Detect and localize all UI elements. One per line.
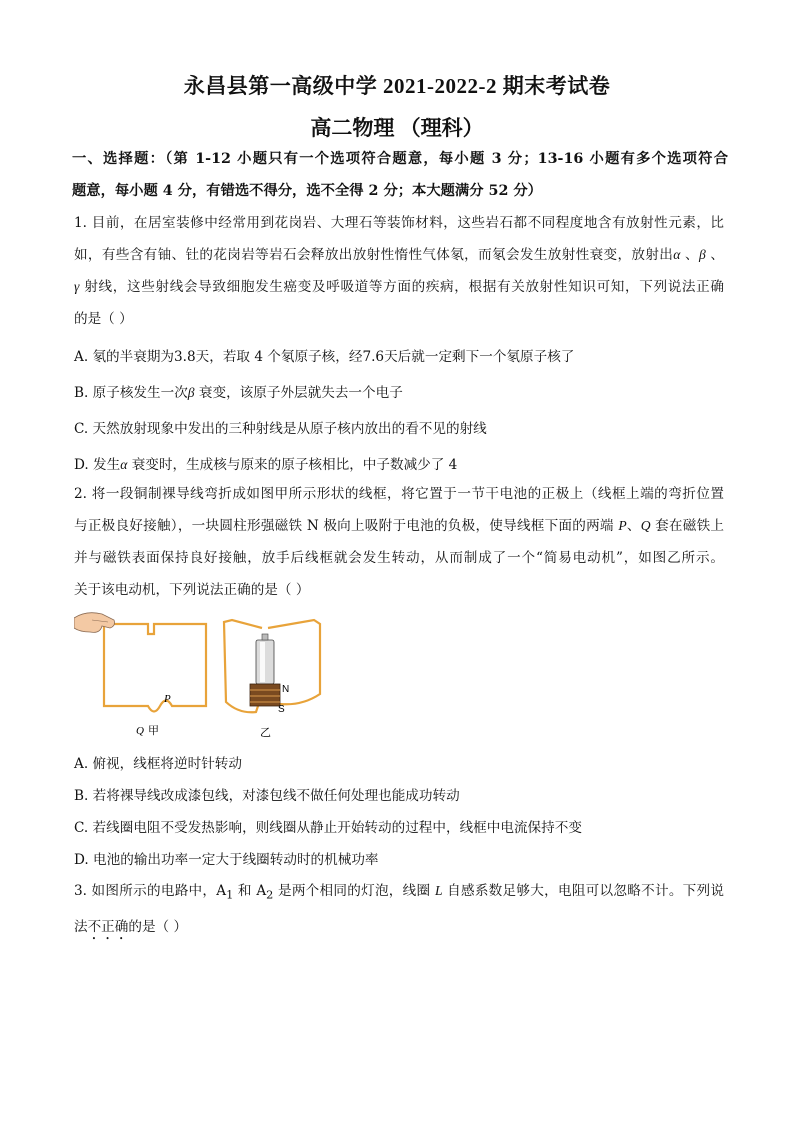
figure-label-n: N	[282, 684, 290, 695]
q1-option-a: A. 氡的半衰期为3.8天，若取 4 个氡原子核，经7.6天后就一定剩下一个氡原子核了	[74, 349, 575, 365]
frame-jia	[104, 624, 206, 712]
q2-line-1: 2. 将一段铜制裸导线弯折成如图甲所示形状的线框，将它置于一节干电池的正极上（线框上端的弯折位置	[74, 486, 724, 502]
q3-line-2	[74, 911, 724, 943]
gamma-symbol: γ	[74, 279, 80, 294]
q2-line-2	[74, 510, 724, 542]
q1-option-b-text: B. 原子核发生一次	[74, 385, 188, 401]
section-line-1: 一、选择题：（第 1-12 小题只有一个选项符合题意，每小题 3 分；13-16 小题有多个选项符合	[72, 151, 728, 167]
q1-option-b	[74, 375, 724, 411]
q2-option-b: B. 若将裸导线改成漆包线，对漆包线不做任何处理也能成功转动	[74, 788, 460, 804]
q2-line-3: 并与磁铁表面保持良好接触，放手后线框就会发生转动，从而制成了一个“简易电动机”，如图乙所示。	[74, 550, 724, 566]
q2-option-a: A. 俯视，线框将逆时针转动	[74, 756, 242, 772]
beta-symbol: β	[698, 247, 706, 262]
emphasis-not-correct: 不正确	[87, 918, 129, 935]
q2-sep: 、	[626, 518, 641, 534]
battery-icon	[256, 634, 274, 684]
q1-option-b-rest: 衰变，该原子外层就失去一个电子	[194, 385, 403, 401]
beta-symbol: β	[187, 385, 195, 400]
question-1	[74, 207, 724, 335]
alpha-symbol: α	[120, 457, 128, 472]
q3-line-2-text: 法	[74, 918, 88, 935]
q1-line-3-text: 射线，这些射线会导致细胞发生癌变及呼吸道等方面的疾病，根据有关放射性知识可知，下列说法正确	[79, 279, 724, 295]
figure-label-s: S	[278, 704, 285, 715]
q3-line-2-rest: 的是（ ）	[128, 918, 188, 935]
question-1-options	[74, 339, 724, 483]
q3-line-1-mid: 和 A	[233, 883, 267, 899]
figure-label-jia: 甲	[148, 724, 159, 737]
figure-label-yi: 乙	[260, 726, 271, 739]
q2-line-4: 关于该电动机，下列说法正确的是（ ）	[74, 582, 310, 598]
q2-option-c: C. 若线圈电阻不受发热影响，则线圈从静止开始转动的过程中，线框中电流保持不变	[74, 820, 582, 836]
label-p: P	[618, 518, 627, 533]
question-2-options	[74, 748, 724, 876]
q3-line-1	[74, 875, 724, 911]
section-line-2: 题意，每小题 4 分，有错选不得分，选不全得 2 分；本大题满分 52 分）	[72, 183, 542, 199]
q1-option-c: C. 天然放射现象中发出的三种射线是从原子核内放出的看不见的射线	[74, 421, 487, 437]
a1-subscript: 1	[226, 887, 234, 902]
label-q: Q	[640, 518, 651, 533]
a2-subscript: 2	[266, 887, 274, 902]
figure-label-q: Q	[136, 725, 144, 737]
q1-sep-1: 、	[680, 247, 699, 263]
q2-line-2-text: 与正极良好接触），一块圆柱形强磁铁 N 极向上吸附于电池的负极，使导线框下面的两端	[74, 518, 619, 534]
figure-label-p: P	[164, 693, 171, 705]
label-l: L	[434, 883, 443, 898]
q1-option-d-text: D. 发生	[74, 457, 121, 473]
hand-icon	[74, 613, 115, 633]
alpha-symbol: α	[673, 247, 681, 262]
section-instructions	[72, 143, 728, 207]
q1-option-d-rest: 衰变时，生成核与原来的原子核相比，中子数减少了 4	[127, 457, 458, 473]
q3-line-1-text: 3. 如图所示的电路中，A	[74, 883, 227, 899]
motor-figure	[74, 610, 334, 750]
q1-line-2-text: 如，有些含有铀、钍的花岗岩等岩石会释放出放射性惰性气体氡，而氡会发生放射性衰变，放射出	[74, 247, 674, 263]
q3-line-1-rest: 自感系数足够大，电阻可以忽略不计。下列说	[442, 883, 724, 899]
q1-line-3	[74, 271, 724, 303]
q1-line-4: 的是（ ）	[74, 311, 133, 327]
question-3	[74, 875, 724, 943]
q1-line-1: 1. 目前，在居室装修中经常用到花岗岩、大理石等装饰材料，这些岩石都不同程度地含有放射性元素，比	[74, 215, 724, 231]
q1-sep-2: 、	[705, 247, 725, 263]
q1-line-2	[74, 239, 724, 271]
q2-line-2-rest: 套在磁铁上	[650, 518, 725, 534]
q2-option-d: D. 电池的输出功率一定大于线圈转动时的机械功率	[74, 852, 379, 868]
q3-line-1-mid2: 是两个相同的灯泡，线圈	[273, 883, 435, 899]
magnet-icon	[250, 684, 280, 706]
motor-diagram	[74, 610, 334, 750]
exam-title: 永昌县第一高级中学 2021-2022-2 期末考试卷	[183, 74, 611, 98]
question-2	[74, 478, 724, 606]
exam-subtitle: 高二物理 （理科）	[310, 116, 484, 140]
